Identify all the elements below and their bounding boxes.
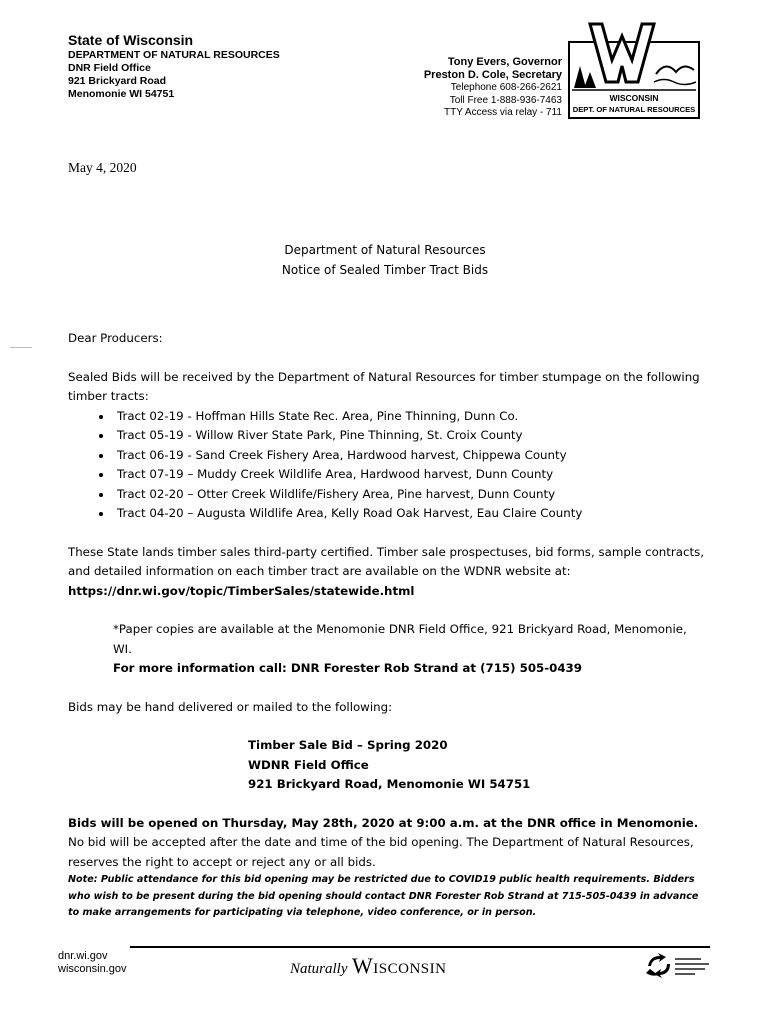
title-line-2: Notice of Sealed Timber Tract Bids [281, 263, 489, 277]
wisconsin-text: Wisconsin [352, 953, 447, 978]
certified-paragraph: These State lands timber sales third-party certified. Timber sale prospectuses, bid forms, sample contracts, and detailed information on each timber tract are available on the WDNR website at: [68, 544, 704, 578]
street-address: 921 Brickyard Road [68, 75, 167, 87]
notice-title [0, 240, 770, 280]
covid-note: Note: Public attendance for this bid opening may be restricted due to COVID19 public health requirements. Bidders who wish to be present during the bid opening should contact DNR Forester Rob Strand at 715-505-0439 in advance to make arrangements for participating via telephone, video conference, or in person. [68, 874, 699, 918]
bid-opening-paragraph [68, 814, 708, 873]
tty: TTY Access via relay - 711 [443, 107, 562, 118]
salutation: Dear Producers: [68, 331, 163, 345]
intro-paragraph: Sealed Bids will be received by the Department of Natural Resources for timber stumpage on the following timber tracts: [68, 369, 700, 403]
office-name: DNR Field Office [68, 62, 151, 74]
dnr-website-link[interactable]: dnr.wi.gov [58, 950, 108, 962]
city-address: Menomonie WI 54751 [68, 88, 175, 100]
recycled-paper-icon [644, 952, 716, 978]
secretary: Preston D. Cole, Secretary [423, 69, 562, 81]
dnr-logo [568, 22, 700, 120]
tract-list [68, 407, 708, 524]
delivery-instruction: Bids may be hand delivered or mailed to the following: [68, 699, 393, 714]
list-item: • Tract 02-19 - Hoffman Hills State Rec. Area, Pine Thinning, Dunn Co. [113, 407, 708, 427]
list-item: • Tract 06-19 - Sand Creek Fishery Area, Hardwood harvest, Chippewa County [113, 446, 708, 466]
list-item: • Tract 05-19 - Willow River State Park, Pine Thinning, St. Croix County [113, 426, 708, 446]
toll-free: Toll Free 1-888-936-7463 [449, 94, 562, 106]
list-item: • Tract 07-19 – Muddy Creek Wildlife Area, Hardwood harvest, Dunn County [113, 465, 708, 485]
footer-websites [58, 950, 126, 976]
list-item: • Tract 02-20 – Otter Creek Wildlife/Fishery Area, Pine harvest, Dunn County [113, 485, 708, 505]
letter-date: May 4, 2020 [68, 160, 137, 175]
margin-mark [10, 347, 32, 348]
department-name: DEPARTMENT OF NATURAL RESOURCES [68, 49, 280, 61]
telephone: Telephone 608-266-2621 [450, 82, 562, 93]
bid-opening-bold: Bids will be opened on Thursday, May 28th, 2020 at 9:00 a.m. at the DNR office in Menomonie. [68, 815, 699, 830]
naturally-wisconsin-logo [290, 953, 446, 979]
contact-info: For more information call: DNR Forester Rob Strand at (715) 505-0439 [113, 661, 582, 675]
letter-body [68, 329, 708, 922]
wisconsin-website-link[interactable]: wisconsin.gov [58, 963, 127, 975]
list-item: • Tract 04-20 – Augusta Wildlife Area, Kelly Road Oak Harvest, Eau Claire County [113, 504, 708, 524]
letterhead-address [68, 32, 280, 101]
letterhead-officials [424, 56, 562, 120]
governor: Tony Evers, Governor [447, 56, 562, 68]
logo-wisconsin-text: WISCONSIN [609, 93, 659, 103]
title-line-1: Department of Natural Resources [284, 243, 486, 257]
ship-line-1: Timber Sale Bid – Spring 2020 [248, 738, 448, 752]
ship-line-3: 921 Brickyard Road, Menomonie WI 54751 [248, 777, 531, 791]
state-name: State of Wisconsin [68, 32, 194, 48]
bid-opening-rest: No bid will be accepted after the date and time of the bid opening. The Department of Natural Resources, reserves the right to accept or reject any or all bids. [68, 835, 694, 869]
ship-line-2: WDNR Field Office [248, 757, 369, 772]
logo-dept-text: DEPT. OF NATURAL RESOURCES [572, 105, 696, 114]
naturally-text: Naturally [290, 961, 348, 977]
timber-sales-link[interactable]: https://dnr.wi.gov/topic/TimberSales/statewide.html [68, 583, 415, 598]
footer-rule [130, 946, 710, 948]
paper-copies-note: *Paper copies are available at the Menomonie DNR Field Office, 921 Brickyard Road, Menomonie, WI. [113, 622, 687, 656]
